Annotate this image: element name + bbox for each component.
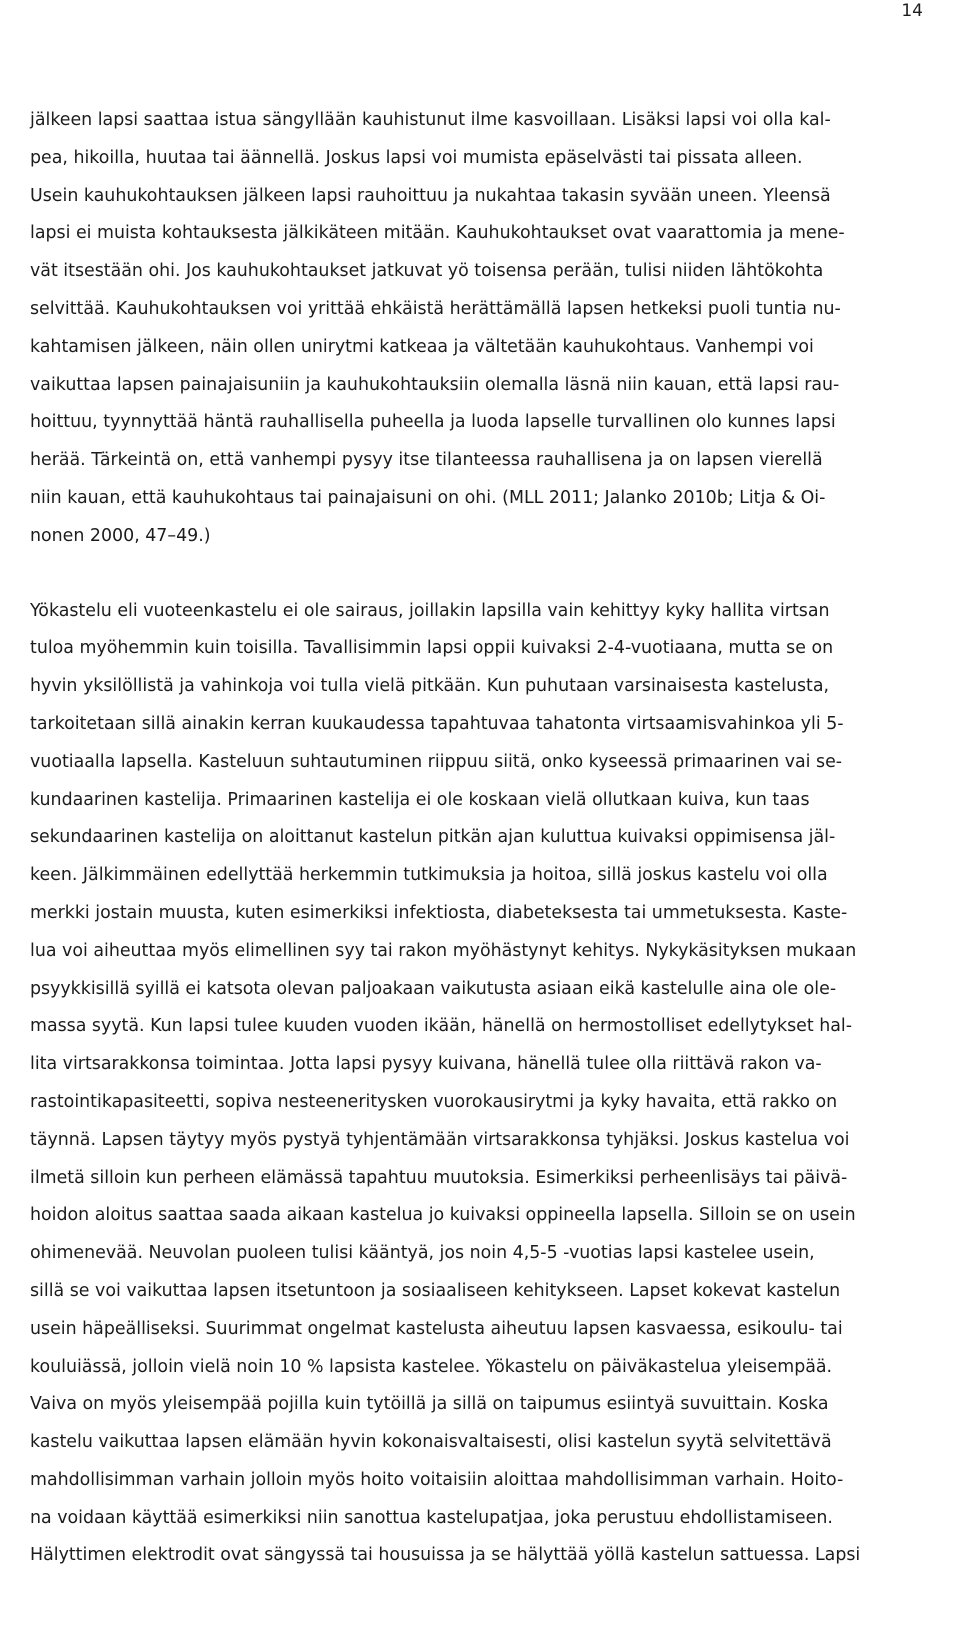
text-line: lua voi aiheuttaa myös elimellinen syy tai rakon myöhästynyt kehitys. Nykykäsityksen mukaan bbox=[30, 940, 857, 961]
text-line: merkki jostain muusta, kuten esimerkiksi infektiosta, diabeteksesta tai ummetuksesta. Kaste- bbox=[30, 902, 848, 923]
text-line: kahtamisen jälkeen, näin ollen unirytmi katkeaa ja vältetään kauhukohtaus. Vanhempi voi bbox=[30, 336, 814, 357]
text-line: kouluiässä, jolloin vielä noin 10 % lapsista kastelee. Yökastelu on päiväkastelua yleisempää. bbox=[30, 1356, 833, 1377]
text-line: selvittää. Kauhukohtauksen voi yrittää ehkäistä herättämällä lapsen hetkeksi puoli tuntia nu- bbox=[30, 298, 841, 319]
text-line: hoittuu, tyynnyttää häntä rauhallisella puheella ja luoda lapselle turvallinen olo kunnes lapsi bbox=[30, 412, 836, 433]
text-line: hoidon aloitus saattaa saada aikaan kastelua jo kuivaksi oppineella lapsella. Silloin se on usein bbox=[30, 1205, 856, 1226]
text-line: niin kauan, että kauhukohtaus tai painajaisuni on ohi. (MLL 2011; Jalanko 2010b; Litja & Oi- bbox=[30, 487, 826, 508]
text-line: kastelu vaikuttaa lapsen elämään hyvin kokonaisvaltaisesti, olisi kastelun syytä selvitettävä bbox=[30, 1432, 832, 1453]
text-line: ohimenevää. Neuvolan puoleen tulisi kääntyä, jos noin 4,5-5 -vuotias lapsi kastelee usein, bbox=[30, 1243, 815, 1264]
text-line: kundaarinen kastelija. Primaarinen kastelija ei ole koskaan vielä ollutkaan kuiva, kun taas bbox=[30, 789, 810, 810]
text-line: lapsi ei muista kohtauksesta jälkikäteen mitään. Kauhukohtaukset ovat vaarattomia ja mene- bbox=[30, 223, 845, 244]
text-line: Hälyttimen elektrodit ovat sängyssä tai housuissa ja se hälyttää yöllä kastelun sattuessa. Lapsi bbox=[30, 1545, 861, 1566]
text-line: Vaiva on myös yleisempää pojilla kuin tytöillä ja sillä on taipumus esiintyä suvuittain. Koska bbox=[30, 1394, 829, 1415]
text-line: vuotiaalla lapsella. Kasteluun suhtautuminen riippuu siitä, onko kyseessä primaarinen vai se- bbox=[30, 751, 843, 772]
text-line: rastointikapasiteetti, sopiva nesteeneritysken vuorokausirytmi ja kyky havaita, että rakko on bbox=[30, 1091, 838, 1112]
text-line: usein häpeälliseksi. Suurimmat ongelmat kastelusta aiheutuu lapsen kasvaessa, esikoulu- tai bbox=[30, 1318, 843, 1339]
text-line: hyvin yksilöllistä ja vahinkoja voi tulla vielä pitkään. Kun puhutaan varsinaisesta kastelusta, bbox=[30, 676, 830, 697]
text-line: vaikuttaa lapsen painajaisuniin ja kauhukohtauksiin olemalla läsnä niin kauan, että lapsi rau- bbox=[30, 374, 840, 395]
document-body bbox=[30, 102, 930, 1575]
text-line: Usein kauhukohtauksen jälkeen lapsi rauhoittuu ja nukahtaa takasin syvään uneen. Yleensä bbox=[30, 185, 831, 206]
text-line: herää. Tärkeintä on, että vanhempi pysyy itse tilanteessa rauhallisena ja on lapsen vierellä bbox=[30, 450, 823, 471]
text-line: mahdollisimman varhain jolloin myös hoito voitaisiin aloittaa mahdollisimman varhain. Hoito- bbox=[30, 1469, 844, 1490]
text-line: massa syytä. Kun lapsi tulee kuuden vuoden ikään, hänellä on hermostolliset edellytykset hal- bbox=[30, 1016, 853, 1037]
paragraph-night-terrors bbox=[30, 102, 930, 556]
text-line: lita virtsarakkonsa toimintaa. Jotta lapsi pysyy kuivana, hänellä tulee olla riittävä rakon va- bbox=[30, 1054, 822, 1075]
text-line: nonen 2000, 47–49.) bbox=[30, 525, 211, 546]
text-line: täynnä. Lapsen täytyy myös pystyä tyhjentämään virtsarakkonsa tyhjäksi. Joskus kastelua voi bbox=[30, 1129, 850, 1150]
text-line: tuloa myöhemmin kuin toisilla. Tavallisimmin lapsi oppii kuivaksi 2-4-vuotiaana, mutta se on bbox=[30, 638, 834, 659]
text-line: vät itsestään ohi. Jos kauhukohtaukset jatkuvat yö toisensa perään, tulisi niiden lähtökohta bbox=[30, 261, 824, 282]
text-line: psyykkisillä syillä ei katsota olevan paljoakaan vaikutusta asiaan eikä kastelulle aina ole ole- bbox=[30, 978, 837, 999]
text-line: keen. Jälkimmäinen edellyttää herkemmin tutkimuksia ja hoitoa, sillä joskus kastelu voi olla bbox=[30, 865, 828, 886]
text-line: sillä se voi vaikuttaa lapsen itsetuntoon ja sosiaaliseen kehitykseen. Lapset kokevat kastelun bbox=[30, 1280, 841, 1301]
text-line: sekundaarinen kastelija on aloittanut kastelun pitkän ajan kuluttua kuivaksi oppimisensa jäl- bbox=[30, 827, 836, 848]
paragraph-bedwetting bbox=[30, 593, 930, 1576]
text-line: pea, hikoilla, huutaa tai äännellä. Joskus lapsi voi mumista epäselvästi tai pissata alleen. bbox=[30, 147, 803, 168]
text-line: tarkoitetaan sillä ainakin kerran kuukaudessa tapahtuvaa tahatonta virtsaamisvahinkoa yli 5- bbox=[30, 713, 844, 734]
page-number: 14 bbox=[901, 1, 923, 21]
text-line: na voidaan käyttää esimerkiksi niin sanottua kastelupatjaa, joka perustuu ehdollistamiseen. bbox=[30, 1507, 833, 1528]
paragraph-gap bbox=[30, 556, 930, 593]
text-line: ilmetä silloin kun perheen elämässä tapahtuu muutoksia. Esimerkiksi perheenlisäys tai päivä- bbox=[30, 1167, 848, 1188]
text-line: Yökastelu eli vuoteenkastelu ei ole sairaus, joillakin lapsilla vain kehittyy kyky hallita virtsan bbox=[30, 600, 830, 621]
text-line: jälkeen lapsi saattaa istua sängyllään kauhistunut ilme kasvoillaan. Lisäksi lapsi voi olla kal- bbox=[30, 110, 831, 130]
